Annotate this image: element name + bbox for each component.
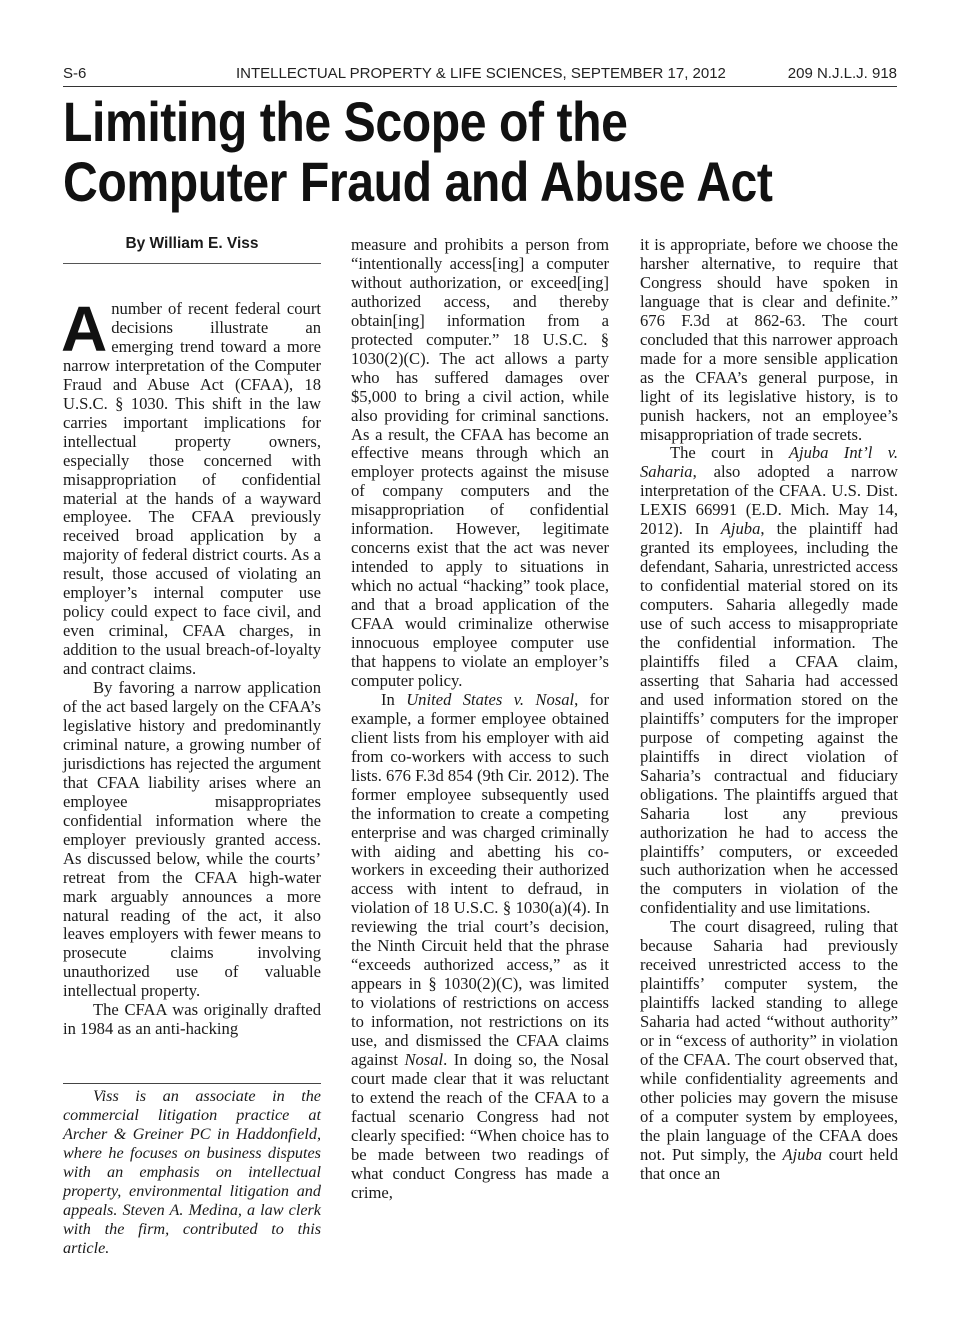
column-3 [640,236,898,1184]
paragraph: The court disagreed, ruling that because Saharia had previously received unrestricted access to the plaintiffs’ computer system, the plaintiffs lacked standing to allege Saharia had acted “without authority” or in “excess of authority” in violation of the CFAA. The court observed that, while confidentiality agreements and other policies may govern the misuse of a computer system by employees, the plain language of the CFAA does not. Put simply, the Ajuba court held that once an [640,917,898,1183]
paragraph-continued: it is appropriate, before we choose the harsher alternative, to require that Congress should have spoken in language that is clear and definite.” 676 F.3d at 862-63. The court concluded that this narrower approach made for a more sensible application as the CFAA’s general purpose, in light of its legislative history, is to punish hackers, not an employee’s misappropriation of trade secrets. [640,235,898,444]
drop-cap: A [61,293,108,365]
opening-paragraph: Anumber of recent federal court decisions illustrate an emerging trend toward a more narrow interpretation of the Computer Fraud and Abuse Act (CFAA), 18 U.S.C. § 1030. This shift in the law carries important implications for intellectual property owners, especially those concerned with misappropriation of confidential material at the hands of a wayward employee. The CFAA previously received broad application by a majority of federal district courts. As a result, those accused of violating an employer’s internal computer use policy could expect to face civil, and even criminal, CFAA charges, in addition to the usual breach-of-loyalty and contract claims. [61,293,321,679]
paragraph-continued: measure and prohibits a person from “intentionally access[ing] a computer without authorization, or exceed[ing] authorized access, and thereby obtain[ing] information from a protected computer.” 18 U.S.C. § 1030(2)(C). The act allows a party who has suffered damages over $5,000 to bring a civil action, while also providing for criminal sanctions. As a result, the CFAA has become an effective means through which an employer protects against the misuse of company computers and the misappropriation of confidential information. However, legitimate concerns exist that the act was never intended to apply to situations in which no actual “hacking” took place, and that a broad application of the CFAA would criminalize otherwise innocuous employee computer use that happens to violate an employer’s computer policy. [351,235,609,690]
column-1 [63,234,321,1039]
byline: By William E. Viss [63,234,321,264]
journal-citation: 209 N.J.L.J. 918 [787,65,897,82]
paragraph: The CFAA was originally drafted in 1984 as an anti-hacking [63,1000,321,1039]
publication-section: INTELLECTUAL PROPERTY & LIFE SCIENCES, SEPTEMBER 17, 2012 [236,65,726,82]
paragraph-nosal: In United States v. Nosal, for example, a former employee obtained client lists from his employer with aid from co-workers with access to such lists. 676 F.3d 854 (9th Cir. 2012). The former employee subsequently used the information to create a competing enterprise and was charged criminally with aiding and abetting his co-workers in exceeding their authorized access with intent to defraud, in violation of 18 U.S.C. § 1030(a)(4). In reviewing the trial court’s decision, the Ninth Circuit held that the phrase “exceeds authorized access,” as it appears in § 1030(2)(C), was limited to violations of restrictions on access to information, not restrictions on its use, and dismissed the CFAA claims against Nosal. In doing so, the Nosal court made clear that it was reluctant to extend the reach of the CFAA to a factual scenario Congress had not clearly specified: “When choice has to be made between two readings of what conduct Congress has made a crime, [351,689,609,1202]
paragraph-ajuba: The court in Ajuba Int’l v. Saharia, also adopted a narrow interpretation of the CFAA. U.S. Dist. LEXIS 66991 (E.D. Mich. May 14, 2012). In Ajuba, the plaintiff had granted its employees, including the defendant, Saharia, unrestricted access to confidential material stored on its computers. Saharia allegedly made use of such access to misappropriate the confidential information. The plaintiffs filed a CFAA claim, asserting that Saharia had accessed and used information stored on the plaintiffs’ computers for the improper purpose of competing against the plaintiffs in direct violation of Saharia’s contractual and fiduciary obligations. The plaintiffs argued that Saharia lost any previous authorization he had to access the plaintiffs’ computers, or exceeded such authorization when he accessed the computers in violation of the confidentiality and use limitations. [640,443,899,918]
paragraph: By favoring a narrow application of the act based largely on the CFAA’s legislative history and predominantly criminal nature, a growing number of jurisdictions has rejected the argument that CFAA liability arises where an employee misappropriates confidential information where the employer previously granted access. As discussed below, while the courts’ retreat from the CFAA high-water mark arguably announces a more natural reading of the act, it also leaves employers with fewer means to prosecute claims involving unauthorized use of valuable intellectual property. [63,678,321,1001]
author-bio: Viss is an associate in the commercial litigation practice at Archer & Greiner PC in Haddonfield, where he focuses on business disputes with an emphasis on intellectual property, environmental litigation and appeals. Steven A. Medina, a law clerk with the firm, contributed to this article. [63,1083,321,1258]
article-title: Limiting the Scope of the Computer Fraud and Abuse Act [63,90,773,213]
page-number: S-6 [63,65,87,82]
column-2 [351,236,609,1203]
running-header [63,64,897,87]
